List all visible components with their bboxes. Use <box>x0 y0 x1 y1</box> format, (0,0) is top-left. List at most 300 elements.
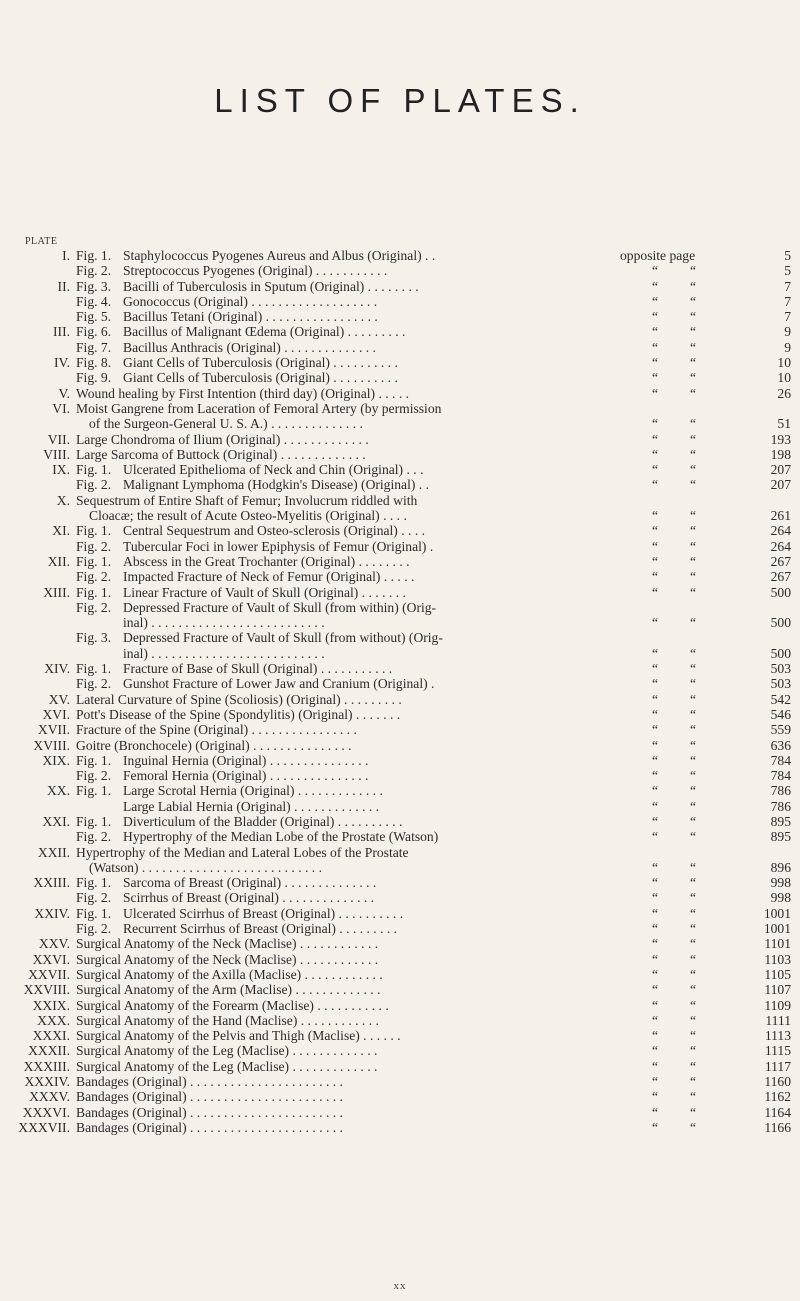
plate-description: Bacillus Anthracis (Original) . . . . . . . . . . . . . . <box>123 339 376 355</box>
page-number: 9 <box>784 324 791 340</box>
page-number: 10 <box>777 355 791 371</box>
plate-description: Staphylococcus Pyogenes Aureus and Albus (Original) . . <box>123 248 436 263</box>
ditto-mark: “ <box>690 553 697 569</box>
ditto-mark: “ <box>652 1104 659 1120</box>
plate-description: Gonococcus (Original) . . . . . . . . . . . . . . . . . . . <box>123 293 378 309</box>
ditto-mark: “ <box>652 1119 659 1135</box>
ditto-mark: “ <box>690 982 697 998</box>
ditto-mark: “ <box>690 584 697 600</box>
ditto-mark: “ <box>690 446 697 462</box>
page-number: 500 <box>770 584 791 600</box>
plate-number: IX. <box>52 462 70 478</box>
plate-number: XXVIII. <box>23 982 70 998</box>
ditto-mark: “ <box>652 508 659 524</box>
plate-number: V. <box>58 385 70 401</box>
figure-number: Fig. 1. <box>76 875 112 891</box>
list-item <box>0 447 800 462</box>
ditto-mark: “ <box>690 645 697 661</box>
figure-number: Fig. 1. <box>76 553 112 569</box>
ditto-mark: “ <box>690 951 697 967</box>
ditto-mark: “ <box>690 431 697 447</box>
plate-description: Bandages (Original) . . . . . . . . . . . . . . . . . . . . . . . <box>76 1104 343 1120</box>
ditto-mark: “ <box>690 263 697 279</box>
plate-description: Abscess in the Great Trochanter (Original) . . . . . . . . <box>123 553 410 569</box>
ditto-mark: “ <box>690 615 697 631</box>
page-number: 1117 <box>764 1058 791 1074</box>
ditto-mark: “ <box>690 798 697 814</box>
plate-description: Pott's Disease of the Spine (Spondylitis) (Original) . . . . . . . <box>76 706 401 722</box>
plate-number: XVIII. <box>33 737 70 753</box>
plate-description: Surgical Anatomy of the Neck (Maclise) . . . . . . . . . . . . <box>76 936 379 952</box>
plate-number: XXII. <box>37 844 70 860</box>
ditto-mark: “ <box>690 569 697 585</box>
ditto-mark: “ <box>690 661 697 677</box>
list-item <box>0 1105 800 1120</box>
plate-column-header: PLATE <box>25 236 58 247</box>
plate-number: XIV. <box>44 661 70 677</box>
page-number: 51 <box>777 416 791 432</box>
page-number: 786 <box>770 798 791 814</box>
plate-description: Giant Cells of Tuberculosis (Original) . . . . . . . . . . <box>123 370 398 386</box>
list-item <box>0 845 800 860</box>
ditto-mark: “ <box>652 416 659 432</box>
plate-description: Depressed Fracture of Vault of Skull (from within) (Orig- <box>123 599 437 615</box>
plate-number: XXXI. <box>32 1028 70 1044</box>
ditto-mark: “ <box>652 859 659 875</box>
plate-description: Bandages (Original) . . . . . . . . . . . . . . . . . . . . . . . <box>76 1074 343 1090</box>
plate-description: Recurrent Scirrhus of Breast (Original) . . . . . . . . . <box>123 921 398 937</box>
page-number: 1101 <box>764 936 791 952</box>
ditto-mark: “ <box>652 293 659 309</box>
ditto-mark: “ <box>652 1074 659 1090</box>
ditto-mark: “ <box>690 997 697 1013</box>
list-item <box>0 829 800 844</box>
list-item <box>0 386 800 401</box>
list-item <box>0 738 800 753</box>
ditto-mark: “ <box>690 385 697 401</box>
plate-description: Ulcerated Scirrhus of Breast (Original) . . . . . . . . . . <box>123 905 404 921</box>
plate-description: Goitre (Bronchocele) (Original) . . . . . . . . . . . . . . . <box>76 737 352 753</box>
plate-number: XXX. <box>37 1012 70 1028</box>
figure-number: Fig. 9. <box>76 370 112 386</box>
page-number: 998 <box>770 875 791 891</box>
ditto-mark: “ <box>690 324 697 340</box>
list-item <box>0 707 800 722</box>
ditto-mark: “ <box>652 1028 659 1044</box>
plate-number: XXIII. <box>33 875 70 891</box>
plate-number: XXIX. <box>32 997 70 1013</box>
plate-description: inal) . . . . . . . . . . . . . . . . . . . . . . . . . . <box>123 645 325 661</box>
ditto-mark: “ <box>690 706 697 722</box>
list-item <box>0 294 800 309</box>
ditto-mark: “ <box>690 768 697 784</box>
page-number: 26 <box>777 385 791 401</box>
ditto-mark: “ <box>690 1089 697 1105</box>
plate-description: Surgical Anatomy of the Leg (Maclise) . . . . . . . . . . . . . <box>76 1043 378 1059</box>
ditto-mark: “ <box>652 324 659 340</box>
ditto-mark: “ <box>652 385 659 401</box>
list-item <box>0 401 800 416</box>
list-item <box>0 477 800 492</box>
ditto-mark: “ <box>690 293 697 309</box>
list-item <box>0 355 800 370</box>
page-number: 1164 <box>764 1104 791 1120</box>
page-number: 1115 <box>764 1043 791 1059</box>
list-item <box>0 523 800 538</box>
page-number: 1111 <box>765 1012 791 1028</box>
plate-number: XVII. <box>37 722 70 738</box>
page-number: 1166 <box>764 1119 791 1135</box>
ditto-mark: “ <box>652 706 659 722</box>
plate-description: Surgical Anatomy of the Hand (Maclise) . . . . . . . . . . . . <box>76 1012 379 1028</box>
ditto-mark: “ <box>652 890 659 906</box>
page-number: 784 <box>770 752 791 768</box>
figure-number: Fig. 7. <box>76 339 112 355</box>
page-number: 895 <box>770 813 791 829</box>
figure-number: Fig. 1. <box>76 523 112 539</box>
plate-description: Depressed Fracture of Vault of Skull (from without) (Orig- <box>123 630 443 646</box>
ditto-mark: “ <box>652 355 659 371</box>
plate-number: XXVII. <box>28 966 70 982</box>
list-item <box>0 263 800 278</box>
page-number: 261 <box>770 508 791 524</box>
plate-description: Bandages (Original) . . . . . . . . . . . . . . . . . . . . . . . <box>76 1119 343 1135</box>
figure-number: Fig. 2. <box>76 676 112 692</box>
ditto-mark: “ <box>652 523 659 539</box>
ditto-mark: “ <box>652 553 659 569</box>
figure-number: Fig. 2. <box>76 829 112 845</box>
ditto-mark: “ <box>690 936 697 952</box>
plate-description: Surgical Anatomy of the Neck (Maclise) . . . . . . . . . . . . <box>76 951 379 967</box>
page-number: 786 <box>770 783 791 799</box>
plate-number: XXIV. <box>34 905 70 921</box>
page-number: 1162 <box>764 1089 791 1105</box>
list-item <box>0 998 800 1013</box>
list-item <box>0 646 800 661</box>
ditto-mark: “ <box>690 1043 697 1059</box>
list-item <box>0 493 800 508</box>
plate-number: XXI. <box>42 813 70 829</box>
page-number: 895 <box>770 829 791 845</box>
list-item <box>0 324 800 339</box>
ditto-mark: “ <box>652 263 659 279</box>
list-item <box>0 906 800 921</box>
ditto-mark: “ <box>652 339 659 355</box>
page-number: 7 <box>784 293 791 309</box>
ditto-mark: “ <box>690 859 697 875</box>
plate-description: Impacted Fracture of Neck of Femur (Original) . . . . . <box>123 569 415 585</box>
list-item <box>0 370 800 385</box>
page-number: 559 <box>770 722 791 738</box>
page-number: 1109 <box>764 997 791 1013</box>
plate-number: II. <box>57 278 70 294</box>
ditto-mark: “ <box>652 829 659 845</box>
page-title: LIST OF PLATES. <box>214 82 586 119</box>
figure-number: Fig. 2. <box>76 921 112 937</box>
plate-number: XXXVI. <box>22 1104 70 1120</box>
list-item <box>0 952 800 967</box>
list-item <box>0 768 800 783</box>
plates-list <box>0 248 800 1135</box>
ditto-mark: “ <box>652 737 659 753</box>
ditto-mark: “ <box>652 905 659 921</box>
page-number: 10 <box>777 370 791 386</box>
list-item <box>0 753 800 768</box>
ditto-mark: “ <box>690 737 697 753</box>
list-item <box>0 554 800 569</box>
page-number: 198 <box>770 446 791 462</box>
list-item <box>0 875 800 890</box>
plate-number: XVI. <box>42 706 70 722</box>
figure-number: Fig. 3. <box>76 278 112 294</box>
ditto-mark: “ <box>652 645 659 661</box>
page-number: 500 <box>770 645 791 661</box>
ditto-mark: “ <box>690 1074 697 1090</box>
page-number: 264 <box>770 538 791 554</box>
list-item <box>0 722 800 737</box>
list-item <box>0 340 800 355</box>
figure-number: Fig. 1. <box>76 752 112 768</box>
list-item <box>0 508 800 523</box>
figure-number: Fig. 2. <box>76 538 112 554</box>
ditto-mark: “ <box>652 691 659 707</box>
page-number: 1001 <box>763 921 791 937</box>
figure-number: Fig. 6. <box>76 324 112 340</box>
ditto-mark: “ <box>652 921 659 937</box>
ditto-mark: “ <box>652 783 659 799</box>
plate-description: Femoral Hernia (Original) . . . . . . . . . . . . . . . <box>123 768 369 784</box>
list-item <box>0 1013 800 1028</box>
list-item <box>0 1089 800 1104</box>
plate-description: Wound healing by First Intention (third day) (Original) . . . . . <box>76 385 410 401</box>
plate-description: Surgical Anatomy of the Pelvis and Thigh (Maclise) . . . . . . <box>76 1028 401 1044</box>
ditto-mark: “ <box>690 278 697 294</box>
ditto-mark: “ <box>652 1012 659 1028</box>
plate-description: Cloacæ; the result of Acute Osteo-Myelitis (Original) . . . . <box>89 508 407 524</box>
ditto-mark: “ <box>652 584 659 600</box>
plate-description: Malignant Lymphoma (Hodgkin's Disease) (Original) . . <box>123 477 429 493</box>
ditto-mark: “ <box>652 768 659 784</box>
ditto-mark: “ <box>690 966 697 982</box>
list-item <box>0 279 800 294</box>
list-item <box>0 462 800 477</box>
plate-number: VII. <box>47 431 70 447</box>
plate-description: Gunshot Fracture of Lower Jaw and Cranium (Original) . <box>123 676 435 692</box>
page-number: 264 <box>770 523 791 539</box>
list-item <box>0 615 800 630</box>
list-item <box>0 860 800 875</box>
ditto-mark: “ <box>652 309 659 325</box>
figure-number: Fig. 3. <box>76 630 112 646</box>
figure-number: Fig. 2. <box>76 263 112 279</box>
figure-number: Fig. 2. <box>76 599 112 615</box>
list-item <box>0 890 800 905</box>
plate-description: Hypertrophy of the Median Lobe of the Prostate (Watson) <box>123 829 439 845</box>
list-item <box>0 814 800 829</box>
ditto-mark: “ <box>690 752 697 768</box>
figure-number: Fig. 1. <box>76 462 112 478</box>
list-item <box>0 1074 800 1089</box>
list-item <box>0 783 800 798</box>
plate-description: Surgical Anatomy of the Axilla (Maclise) . . . . . . . . . . . . <box>76 966 383 982</box>
list-item <box>0 676 800 691</box>
ditto-mark: “ <box>690 813 697 829</box>
page-number: 784 <box>770 768 791 784</box>
page-number: 5 <box>784 248 791 263</box>
ditto-mark: “ <box>690 339 697 355</box>
page-number: 546 <box>770 706 791 722</box>
plate-description: Diverticulum of the Bladder (Original) . . . . . . . . . . <box>123 813 403 829</box>
figure-number: Fig. 1. <box>76 905 112 921</box>
figure-number: Fig. 2. <box>76 890 112 906</box>
ditto-mark: “ <box>690 829 697 845</box>
plate-number: XII. <box>47 553 70 569</box>
list-item <box>0 982 800 997</box>
figure-number: Fig. 8. <box>76 355 112 371</box>
plate-description: Large Scrotal Hernia (Original) . . . . . . . . . . . . . <box>123 783 383 799</box>
figure-number: Fig. 1. <box>76 783 112 799</box>
ditto-mark: “ <box>652 982 659 998</box>
ditto-mark: “ <box>652 813 659 829</box>
ditto-mark: “ <box>652 966 659 982</box>
list-item <box>0 569 800 584</box>
ditto-mark: “ <box>652 875 659 891</box>
plate-description: Sequestrum of Entire Shaft of Femur; Involucrum riddled with <box>76 492 418 508</box>
ditto-mark: “ <box>690 477 697 493</box>
plate-description: Bandages (Original) . . . . . . . . . . . . . . . . . . . . . . . <box>76 1089 343 1105</box>
ditto-mark: “ <box>690 1119 697 1135</box>
plate-number: XXVI. <box>32 951 70 967</box>
ditto-mark: “ <box>652 676 659 692</box>
ditto-mark: “ <box>690 875 697 891</box>
plate-description: Surgical Anatomy of the Leg (Maclise) . . . . . . . . . . . . . <box>76 1058 378 1074</box>
ditto-mark: “ <box>652 661 659 677</box>
ditto-mark: “ <box>690 676 697 692</box>
plate-number: XIX. <box>42 752 70 768</box>
plate-number: XXXIII. <box>23 1058 70 1074</box>
page-number: 1105 <box>764 966 791 982</box>
ditto-mark: “ <box>690 722 697 738</box>
ditto-mark: “ <box>652 370 659 386</box>
plate-description: Linear Fracture of Vault of Skull (Original) . . . . . . . <box>123 584 406 600</box>
list-item <box>0 432 800 447</box>
page-number: 193 <box>770 431 791 447</box>
plate-description: of the Surgeon-General U. S. A.) . . . . . . . . . . . . . . <box>89 416 363 432</box>
ditto-mark: “ <box>652 997 659 1013</box>
plate-description: Lateral Curvature of Spine (Scoliosis) (Original) . . . . . . . . . <box>76 691 402 707</box>
page-number: 1001 <box>763 905 791 921</box>
page-number: 7 <box>784 309 791 325</box>
figure-number: Fig. 1. <box>76 661 112 677</box>
list-item <box>0 600 800 615</box>
ditto-mark: “ <box>652 951 659 967</box>
page-number: 7 <box>784 278 791 294</box>
opposite-page-label: opposite page <box>620 248 696 263</box>
list-item <box>0 799 800 814</box>
ditto-mark: “ <box>652 936 659 952</box>
list-item <box>0 248 800 263</box>
list-item <box>0 661 800 676</box>
plate-number: X. <box>56 492 70 508</box>
page-number: 1113 <box>764 1028 791 1044</box>
list-item <box>0 1043 800 1058</box>
plate-number: XXXVII. <box>18 1119 70 1135</box>
list-item <box>0 921 800 936</box>
page-footer: xx <box>393 1280 407 1292</box>
list-item <box>0 539 800 554</box>
ditto-mark: “ <box>690 462 697 478</box>
plate-number: XIII. <box>43 584 70 600</box>
plate-number: IV. <box>54 355 70 371</box>
plate-number: VIII. <box>43 446 70 462</box>
plate-number: I. <box>62 248 70 263</box>
ditto-mark: “ <box>690 508 697 524</box>
page-number: 267 <box>770 569 791 585</box>
ditto-mark: “ <box>690 890 697 906</box>
plate-description: Moist Gangrene from Laceration of Femoral Artery (by permission <box>76 400 442 416</box>
ditto-mark: “ <box>690 1104 697 1120</box>
figure-number: Fig. 5. <box>76 309 112 325</box>
ditto-mark: “ <box>690 783 697 799</box>
ditto-mark: “ <box>652 462 659 478</box>
list-item <box>0 936 800 951</box>
ditto-mark: “ <box>690 523 697 539</box>
page-number: 9 <box>784 339 791 355</box>
ditto-mark: “ <box>690 355 697 371</box>
plate-number: XV. <box>48 691 70 707</box>
plate-description: (Watson) . . . . . . . . . . . . . . . . . . . . . . . . . . . <box>89 859 323 875</box>
page-number: 267 <box>770 553 791 569</box>
plate-description: Bacillus of Malignant Œdema (Original) . . . . . . . . . <box>123 324 406 340</box>
ditto-mark: “ <box>690 370 697 386</box>
plate-number: XXXII. <box>28 1043 70 1059</box>
page-number: 896 <box>770 859 791 875</box>
ditto-mark: “ <box>690 905 697 921</box>
page-number: 542 <box>770 691 791 707</box>
plate-number: XXV. <box>38 936 70 952</box>
plate-description: Streptococcus Pyogenes (Original) . . . . . . . . . . . <box>123 263 388 279</box>
list-item <box>0 416 800 431</box>
plate-description: Inguinal Hernia (Original) . . . . . . . . . . . . . . . <box>123 752 369 768</box>
plate-number: XX. <box>46 783 70 799</box>
list-item <box>0 309 800 324</box>
plate-description: Surgical Anatomy of the Arm (Maclise) . . . . . . . . . . . . . <box>76 982 381 998</box>
figure-number: Fig. 2. <box>76 569 112 585</box>
plate-description: Fracture of Base of Skull (Original) . . . . . . . . . . . <box>123 661 393 677</box>
page-number: 503 <box>770 661 791 677</box>
ditto-mark: “ <box>652 431 659 447</box>
page-number: 207 <box>770 462 791 478</box>
plate-number: III. <box>53 324 70 340</box>
ditto-mark: “ <box>652 477 659 493</box>
ditto-mark: “ <box>690 691 697 707</box>
figure-number: Fig. 2. <box>76 768 112 784</box>
plate-description: Hypertrophy of the Median and Lateral Lobes of the Prostate <box>76 844 409 860</box>
ditto-mark: “ <box>652 752 659 768</box>
plate-number: XXXV. <box>29 1089 70 1105</box>
page-number: 500 <box>770 615 791 631</box>
figure-number: Fig. 1. <box>76 248 112 263</box>
ditto-mark: “ <box>652 1043 659 1059</box>
list-item <box>0 1059 800 1074</box>
page-number: 1103 <box>764 951 791 967</box>
ditto-mark: “ <box>652 722 659 738</box>
page-number: 1160 <box>764 1074 791 1090</box>
figure-number: Fig. 1. <box>76 813 112 829</box>
ditto-mark: “ <box>652 446 659 462</box>
list-item <box>0 630 800 645</box>
list-item <box>0 585 800 600</box>
